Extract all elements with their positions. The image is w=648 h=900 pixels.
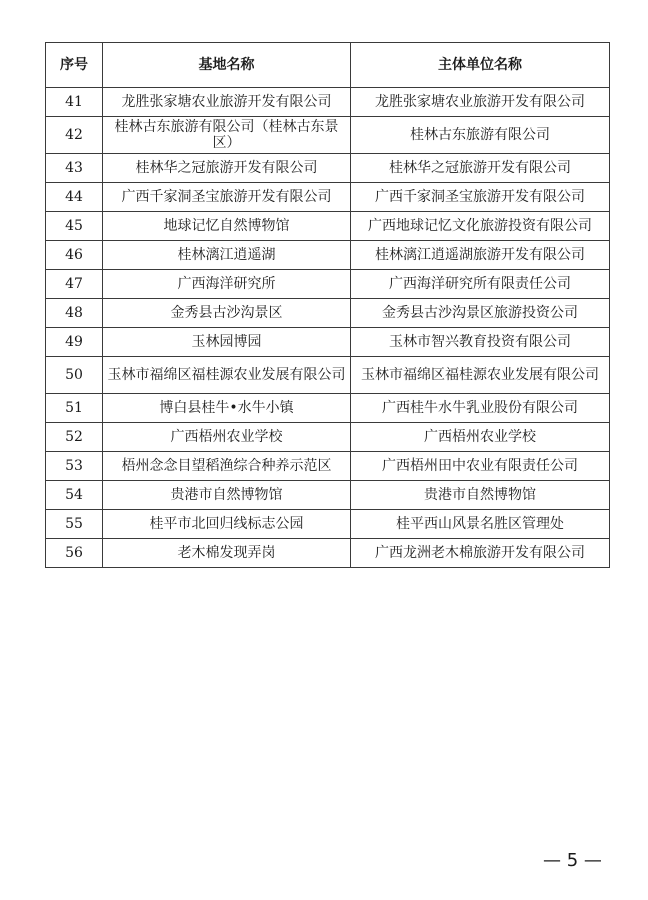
serial-cell: 41 — [46, 88, 103, 117]
serial-cell: 55 — [46, 510, 103, 539]
serial-cell: 43 — [46, 154, 103, 183]
header-unit-name: 主体单位名称 — [351, 43, 610, 88]
table-row — [46, 481, 610, 510]
serial-cell: 56 — [46, 539, 103, 568]
unit-name-cell: 桂林华之冠旅游开发有限公司 — [351, 154, 610, 183]
table-row — [46, 270, 610, 299]
base-list-table — [45, 42, 610, 568]
table-header-row — [46, 43, 610, 88]
table-row — [46, 328, 610, 357]
unit-name-cell: 桂林漓江逍遥湖旅游开发有限公司 — [351, 241, 610, 270]
unit-name-cell: 广西千家洞圣宝旅游开发有限公司 — [351, 183, 610, 212]
serial-cell: 42 — [46, 117, 103, 154]
unit-name-cell: 桂林古东旅游有限公司 — [351, 117, 610, 154]
table-row — [46, 299, 610, 328]
base-name-cell: 地球记忆自然博物馆 — [103, 212, 351, 241]
base-name-cell: 广西海洋研究所 — [103, 270, 351, 299]
page-number: — 5 — — [543, 850, 602, 871]
serial-cell: 53 — [46, 452, 103, 481]
unit-name-cell: 广西地球记忆文化旅游投资有限公司 — [351, 212, 610, 241]
unit-name-cell: 广西梧州田中农业有限责任公司 — [351, 452, 610, 481]
table-row — [46, 394, 610, 423]
base-name-cell: 玉林园博园 — [103, 328, 351, 357]
table-row — [46, 357, 610, 394]
base-name-cell: 桂平市北回归线标志公园 — [103, 510, 351, 539]
base-name-cell: 梧州念念目望稻渔综合种养示范区 — [103, 452, 351, 481]
serial-cell: 52 — [46, 423, 103, 452]
table-row — [46, 117, 610, 154]
table-row — [46, 212, 610, 241]
unit-name-cell: 广西桂牛水牛乳业股份有限公司 — [351, 394, 610, 423]
table-row — [46, 510, 610, 539]
unit-name-cell: 龙胜张家塘农业旅游开发有限公司 — [351, 88, 610, 117]
base-name-cell: 玉林市福绵区福桂源农业发展有限公司 — [103, 357, 351, 394]
base-name-cell: 桂林古东旅游有限公司（桂林古东景区） — [103, 117, 351, 154]
base-name-cell: 金秀县古沙沟景区 — [103, 299, 351, 328]
table-row — [46, 183, 610, 212]
table-row — [46, 539, 610, 568]
unit-name-cell: 广西梧州农业学校 — [351, 423, 610, 452]
serial-cell: 49 — [46, 328, 103, 357]
serial-cell: 46 — [46, 241, 103, 270]
base-name-cell: 龙胜张家塘农业旅游开发有限公司 — [103, 88, 351, 117]
table-row — [46, 88, 610, 117]
unit-name-cell: 广西海洋研究所有限责任公司 — [351, 270, 610, 299]
base-name-cell: 桂林漓江逍遥湖 — [103, 241, 351, 270]
serial-cell: 50 — [46, 357, 103, 394]
header-serial: 序号 — [46, 43, 103, 88]
serial-cell: 51 — [46, 394, 103, 423]
unit-name-cell: 贵港市自然博物馆 — [351, 481, 610, 510]
base-name-cell: 广西千家洞圣宝旅游开发有限公司 — [103, 183, 351, 212]
unit-name-cell: 玉林市智兴教育投资有限公司 — [351, 328, 610, 357]
table-row — [46, 241, 610, 270]
unit-name-cell: 广西龙洲老木棉旅游开发有限公司 — [351, 539, 610, 568]
base-name-cell: 老木棉发现弄岗 — [103, 539, 351, 568]
serial-cell: 54 — [46, 481, 103, 510]
base-name-cell: 桂林华之冠旅游开发有限公司 — [103, 154, 351, 183]
unit-name-cell: 金秀县古沙沟景区旅游投资公司 — [351, 299, 610, 328]
table-row — [46, 452, 610, 481]
table-row — [46, 154, 610, 183]
base-name-cell: 博白县桂牛•水牛小镇 — [103, 394, 351, 423]
serial-cell: 45 — [46, 212, 103, 241]
serial-cell: 48 — [46, 299, 103, 328]
unit-name-cell: 玉林市福绵区福桂源农业发展有限公司 — [351, 357, 610, 394]
serial-cell: 44 — [46, 183, 103, 212]
base-name-cell: 贵港市自然博物馆 — [103, 481, 351, 510]
table-row — [46, 423, 610, 452]
base-name-cell: 广西梧州农业学校 — [103, 423, 351, 452]
unit-name-cell: 桂平西山风景名胜区管理处 — [351, 510, 610, 539]
header-base-name: 基地名称 — [103, 43, 351, 88]
serial-cell: 47 — [46, 270, 103, 299]
